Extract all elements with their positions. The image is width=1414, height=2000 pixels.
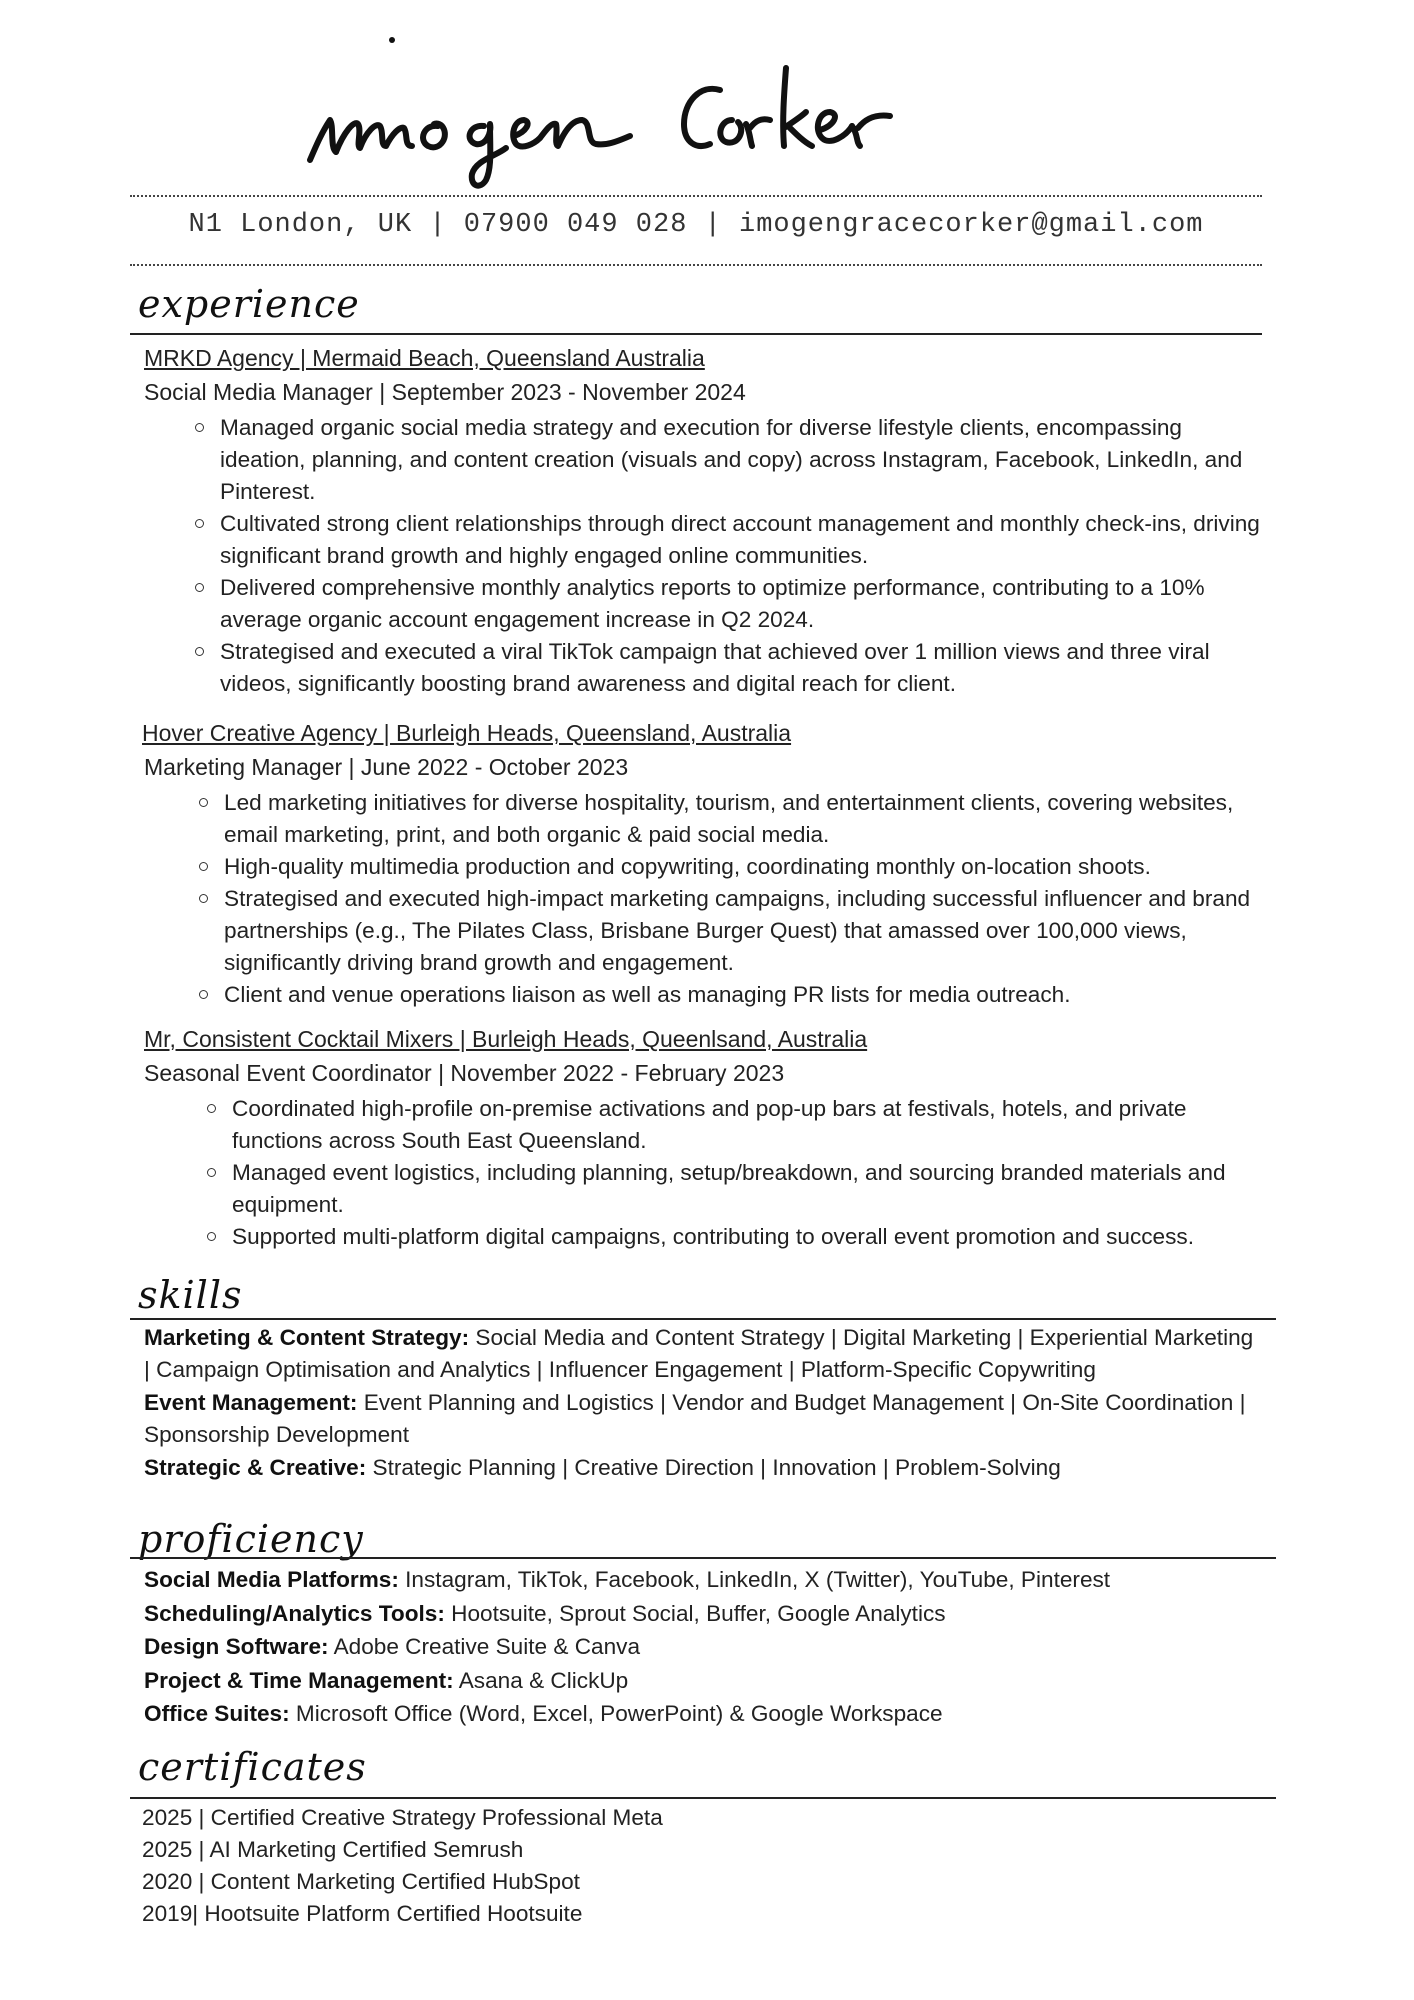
list-item: Delivered comprehensive monthly analytics reports to optimize performance, contributing to a 10% average organic account engagement increase in Q2 2024.: [192, 572, 1262, 636]
proficiency-item: Office Suites: Microsoft Office (Word, Excel, PowerPoint) & Google Workspace: [144, 1701, 943, 1726]
job-title: MRKD Agency | Mermaid Beach, Queensland Australia: [144, 345, 705, 371]
job-title: Mr, Consistent Cocktail Mixers | Burleigh Heads, Queenlsand, Australia: [144, 1026, 868, 1052]
list-item: Supported multi-platform digital campaigns, contributing to overall event promotion and success.: [204, 1221, 1274, 1253]
certificate-item: 2025 | AI Marketing Certified Semrush: [142, 1837, 524, 1862]
skills-rule: [130, 1318, 1276, 1320]
job-bullets: [204, 1093, 1274, 1253]
proficiency-item: Design Software: Adobe Creative Suite & Canva: [144, 1634, 641, 1659]
list-item: High-quality multimedia production and copywriting, coordinating monthly on-location shoots.: [196, 851, 1266, 883]
proficiency-item: Project & Time Management: Asana & ClickUp: [144, 1667, 629, 1693]
bottom-dotted-divider: [130, 264, 1262, 266]
certificate-item: 2020 | Content Marketing Certified HubSpot: [142, 1869, 580, 1894]
certificates-list: [142, 1802, 1042, 1930]
top-dotted-divider: [130, 195, 1262, 197]
certificates-heading: certificates: [138, 1745, 367, 1789]
job-role: Marketing Manager | June 2022 - October 2023: [144, 754, 629, 780]
job-bullets: [192, 412, 1262, 700]
name-signature: [300, 28, 1120, 200]
list-item: Strategised and executed high-impact marketing campaigns, including successful influencer and brand partnerships (e.g., The Pilates Class, Brisbane Burger Quest) that amassed over 100,000 views, significantly driving brand growth and engagement.: [196, 883, 1266, 979]
certificate-item: 2019| Hootsuite Platform Certified Hootsuite: [142, 1901, 583, 1926]
skill-item: Marketing & Content Strategy: Social Media and Content Strategy | Digital Marketing | Experiential Marketing | Campaign Optimisation and Analytics | Influencer Engagement | Platform-Specific Copywriting: [144, 1325, 1254, 1382]
skills-list: [144, 1322, 1254, 1485]
certificates-rule: [130, 1797, 1276, 1799]
list-item: Client and venue operations liaison as well as managing PR lists for media outreach.: [196, 979, 1266, 1011]
list-item: Managed organic social media strategy and execution for diverse lifestyle clients, encompassing ideation, planning, and content creation (visuals and copy) across Instagram, Facebook, LinkedIn, and Pinterest.: [192, 412, 1262, 508]
job-title: Hover Creative Agency | Burleigh Heads, Queensland, Australia: [142, 720, 792, 746]
list-item: Led marketing initiatives for diverse hospitality, tourism, and entertainment clients, covering websites, email marketing, print, and both organic & paid social media.: [196, 787, 1266, 851]
job-bullets: [196, 787, 1266, 1011]
certificate-item: 2025 | Certified Creative Strategy Professional Meta: [142, 1805, 663, 1830]
list-item: Coordinated high-profile on-premise activations and pop-up bars at festivals, hotels, and private functions across South East Queensland.: [204, 1093, 1274, 1157]
proficiency-rule: [130, 1557, 1276, 1559]
skill-item: Event Management: Event Planning and Logistics | Vendor and Budget Management | On-Site Coordination | Sponsorship Development: [144, 1390, 1246, 1447]
experience-rule: [130, 333, 1262, 335]
experience-heading: experience: [138, 282, 360, 326]
proficiency-list: [144, 1563, 1254, 1731]
job-role: Social Media Manager | September 2023 - November 2024: [144, 379, 746, 405]
list-item: Cultivated strong client relationships through direct account management and monthly check-ins, driving significant brand growth and highly engaged online communities.: [192, 508, 1262, 572]
proficiency-item: Social Media Platforms: Instagram, TikTok, Facebook, LinkedIn, X (Twitter), YouTube, Pinterest: [144, 1567, 1111, 1592]
proficiency-heading: proficiency: [138, 1517, 364, 1561]
contact-line: N1 London, UK | 07900 049 028 | imogengracecorker@gmail.com: [188, 210, 1204, 240]
skills-heading: skills: [138, 1273, 243, 1317]
list-item: Managed event logistics, including planning, setup/breakdown, and sourcing branded materials and equipment.: [204, 1157, 1274, 1221]
list-item: Strategised and executed a viral TikTok campaign that achieved over 1 million views and three viral videos, significantly boosting brand awareness and digital reach for client.: [192, 636, 1262, 700]
job-role: Seasonal Event Coordinator | November 2022 - February 2023: [144, 1060, 785, 1086]
proficiency-item: Scheduling/Analytics Tools: Hootsuite, Sprout Social, Buffer, Google Analytics: [144, 1600, 946, 1626]
skill-item: Strategic & Creative: Strategic Planning | Creative Direction | Innovation | Problem-Solving: [144, 1455, 1061, 1480]
